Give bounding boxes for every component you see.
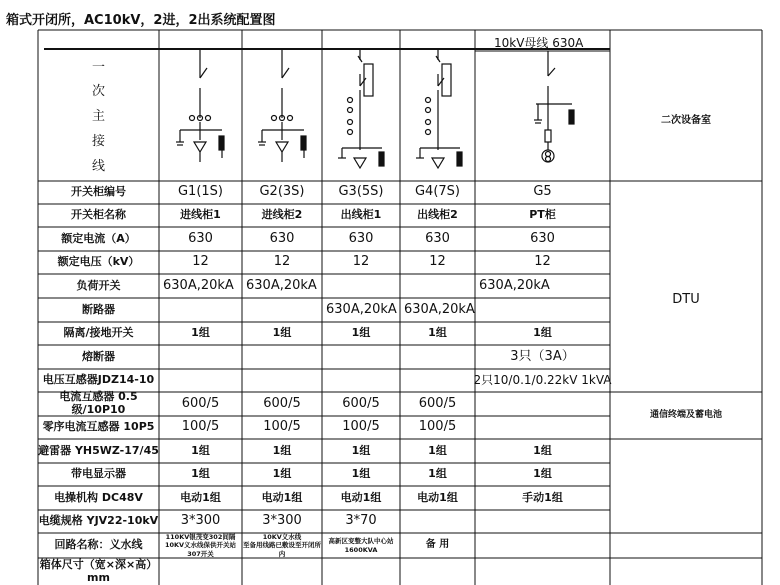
primary-wiring-header bbox=[38, 54, 159, 181]
cell-circuit-name: 110KV银茂变302间隔 10KV义水线保供开关站307开关 bbox=[164, 533, 237, 558]
cell-isolating-switch: 1组 bbox=[191, 326, 210, 340]
cell-cabinet-no: G3(5S) bbox=[338, 184, 384, 200]
cell-rated-voltage: 12 bbox=[534, 254, 551, 270]
cell-cabinet-name: 出线柜1 bbox=[340, 208, 382, 222]
cell-mechanism: 电动1组 bbox=[180, 490, 221, 504]
cell-cabinet-no: G4(7S) bbox=[414, 184, 460, 200]
cell-cabinet-name: 进线柜1 bbox=[180, 208, 221, 222]
cell-mechanism: 电动1组 bbox=[417, 490, 458, 504]
g4-single-line-symbol bbox=[416, 49, 462, 168]
cell-arrester: 1组 bbox=[428, 443, 447, 457]
cell-fuse bbox=[242, 345, 322, 369]
cell-rated-voltage: 12 bbox=[429, 254, 446, 270]
cell-arrester: 1组 bbox=[191, 443, 210, 457]
cell-cabinet-no: G5 bbox=[533, 184, 552, 200]
cell-ct: 600/5 bbox=[263, 395, 301, 411]
cell-breaker bbox=[242, 298, 322, 322]
cell-vt: 2只10/0.1/0.22kV 1kVA bbox=[473, 372, 612, 387]
row-label-fuse: 熔断器 bbox=[82, 349, 115, 363]
row-label-load-switch: 负荷开关 bbox=[76, 278, 121, 292]
cell-cabinet-name: 进线柜2 bbox=[261, 208, 303, 222]
cell-mechanism: 手动1组 bbox=[522, 490, 563, 504]
dtu-label: DTU bbox=[672, 291, 700, 307]
cell-rated-voltage: 12 bbox=[192, 254, 209, 270]
cell-isolating-switch: 1组 bbox=[272, 326, 292, 340]
cell-breaker bbox=[159, 298, 242, 322]
cell-ct: 600/5 bbox=[181, 395, 220, 411]
row-label-cable: 电缆规格 YJV22-10kV bbox=[38, 514, 159, 528]
page-title: 箱式开闭所，AC10kV，2进，2出系统配置图 bbox=[6, 13, 276, 28]
busbar-label: 10kV母线 630A bbox=[494, 36, 584, 50]
cell-cable: 3*300 bbox=[180, 513, 221, 529]
cell-ct: 600/5 bbox=[418, 395, 457, 411]
cell-cabinet-no: G2(3S) bbox=[259, 184, 305, 200]
row-label-ct: 电流互感器 0.5级/10P10 bbox=[59, 390, 138, 416]
header-char: 主 bbox=[91, 109, 105, 125]
cell-mechanism: 电动1组 bbox=[340, 490, 382, 504]
cell-fuse bbox=[322, 345, 400, 369]
cell-breaker: 630A,20kA bbox=[326, 301, 397, 317]
cell-cable bbox=[400, 510, 475, 533]
cell-circuit-name: 10KV义水线 至备用线路已敷设至开闭所内 bbox=[243, 533, 321, 558]
cell-circuit-name: 高新区变整大队中心站 1600KVA bbox=[328, 537, 394, 554]
cell-cable bbox=[475, 510, 610, 533]
row-label-rated-voltage: 额定电压（kV） bbox=[57, 255, 140, 269]
cell-rated-current: 630 bbox=[348, 230, 374, 246]
cell-indicator: 1组 bbox=[533, 467, 552, 481]
g5-single-line-symbol bbox=[534, 51, 574, 162]
header-char: 接 bbox=[91, 133, 105, 149]
cell-rated-current: 630 bbox=[425, 230, 450, 246]
g3-single-line-symbol bbox=[338, 49, 384, 168]
row-label-breaker: 断路器 bbox=[82, 302, 115, 316]
header-char: 一 bbox=[91, 59, 105, 75]
row-label-vt: 电压互感器JDZ14-10 bbox=[42, 373, 155, 387]
cell-rated-voltage: 12 bbox=[273, 254, 291, 270]
cell-arrester: 1组 bbox=[351, 443, 371, 457]
cell-rated-voltage: 12 bbox=[352, 254, 370, 270]
cell-circuit-name: 备 用 bbox=[425, 539, 450, 551]
cell-rated-current: 630 bbox=[269, 230, 295, 246]
cell-arrester: 1组 bbox=[533, 443, 552, 457]
header-char: 次 bbox=[91, 84, 105, 100]
row-label-isolating-switch: 隔离/接地开关 bbox=[63, 326, 134, 340]
row-label-cabinet-no: 开关柜编号 bbox=[71, 185, 126, 199]
cell-ct: 600/5 bbox=[342, 395, 380, 411]
cell-rated-current: 630 bbox=[530, 230, 555, 246]
g2-single-line-symbol bbox=[258, 49, 306, 162]
cell-cable: 3*300 bbox=[262, 513, 302, 529]
cell-indicator: 1组 bbox=[191, 467, 210, 481]
cell-load-switch: 630A,20kA bbox=[479, 277, 550, 293]
cell-vt bbox=[400, 369, 475, 392]
cell-vt bbox=[242, 369, 322, 392]
header-char: 线 bbox=[91, 158, 105, 174]
row-label-indicator: 带电显示器 bbox=[71, 467, 126, 481]
cell-zct: 100/5 bbox=[263, 419, 301, 435]
cell-rated-current: 630 bbox=[188, 230, 213, 246]
cell-zct: 100/5 bbox=[342, 419, 380, 435]
row-label-zct: 零序电流互感器 10P5 bbox=[42, 420, 155, 434]
row-label-circuit-name: 回路名称：义水线 bbox=[54, 538, 143, 552]
cubicle-symbols bbox=[176, 49, 574, 168]
cell-load-switch bbox=[322, 274, 400, 298]
cell-isolating-switch: 1组 bbox=[428, 326, 447, 340]
cell-zct: 100/5 bbox=[181, 419, 220, 435]
cell-indicator: 1组 bbox=[351, 467, 371, 481]
row-label-cabinet-name: 开关柜名称 bbox=[71, 208, 126, 222]
cell-fuse bbox=[400, 345, 475, 369]
cell-vt bbox=[159, 369, 242, 392]
cell-isolating-switch: 1组 bbox=[533, 326, 552, 340]
row-label-mechanism: 电操机构 DC48V bbox=[54, 490, 143, 504]
cell-ct bbox=[475, 392, 610, 416]
cell-indicator: 1组 bbox=[272, 467, 292, 481]
cell-mechanism: 电动1组 bbox=[261, 490, 303, 504]
cell-breaker: 630A,20kA bbox=[404, 301, 475, 317]
dtu-note: 通信终端及蓄电池 bbox=[649, 410, 722, 421]
cell-load-switch: 630A,20kA bbox=[163, 277, 234, 293]
cell-fuse bbox=[159, 345, 242, 369]
cell-zct: 100/5 bbox=[418, 419, 457, 435]
row-label-arrester: 避雷器 YH5WZ-17/45 bbox=[38, 443, 159, 457]
cell-isolating-switch: 1组 bbox=[351, 326, 371, 340]
cell-vt bbox=[322, 369, 400, 392]
cell-circuit-name bbox=[475, 533, 610, 558]
cell-cabinet-name: 出线柜2 bbox=[417, 208, 458, 222]
secondary-room-label: 二次设备室 bbox=[661, 114, 711, 126]
cell-fuse: 3只（3A） bbox=[510, 348, 575, 364]
row-label-rated-current: 额定电流（A） bbox=[61, 231, 136, 245]
configuration-table bbox=[38, 30, 762, 585]
g1-single-line-symbol bbox=[176, 49, 224, 162]
row-label-dimensions: 箱体尺寸（宽×深×高）mm bbox=[39, 557, 158, 584]
cell-cabinet-no: G1(1S) bbox=[177, 184, 223, 200]
cell-cable: 3*70 bbox=[345, 513, 377, 529]
cell-cabinet-name: PT柜 bbox=[529, 208, 556, 222]
cell-indicator: 1组 bbox=[428, 467, 447, 481]
cell-load-switch: 630A,20kA bbox=[246, 277, 317, 293]
cell-arrester: 1组 bbox=[272, 443, 292, 457]
cell-zct bbox=[475, 416, 610, 439]
cell-breaker bbox=[475, 298, 610, 322]
cell-load-switch bbox=[400, 274, 475, 298]
